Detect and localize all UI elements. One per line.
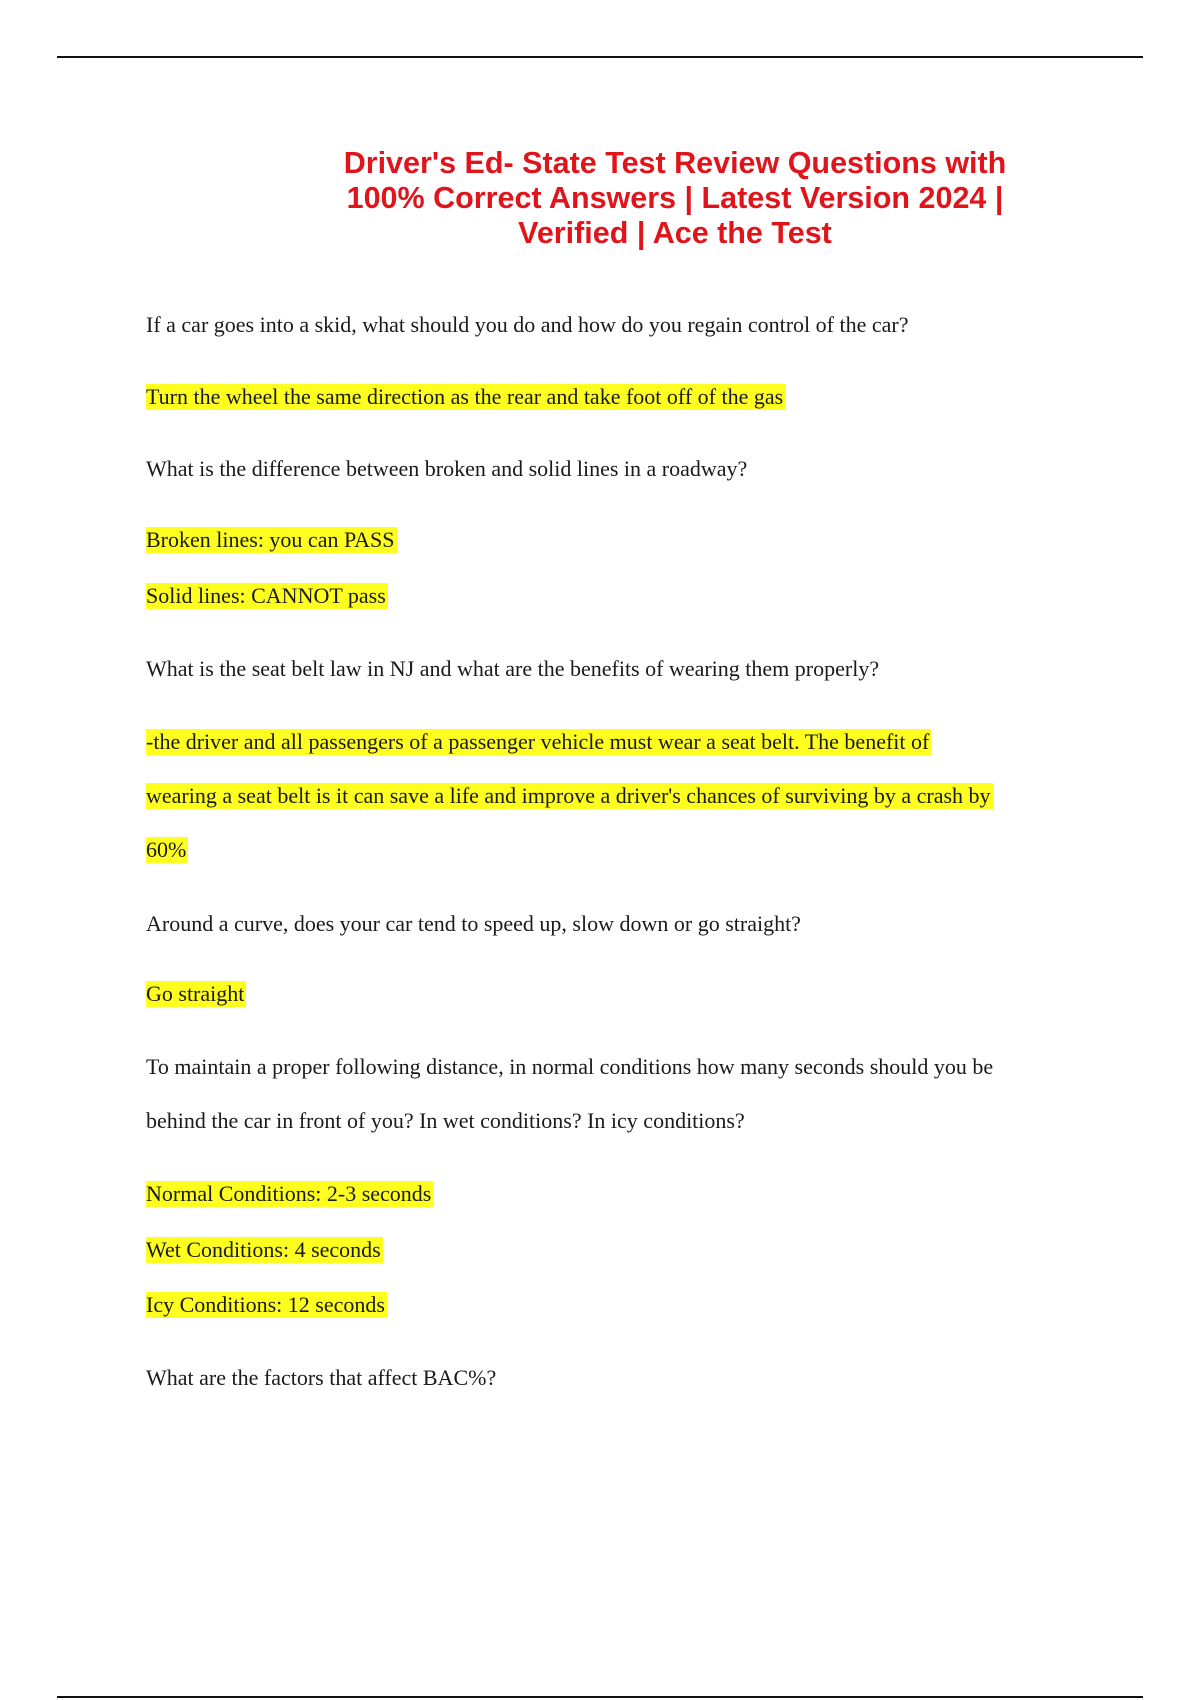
question-text: To maintain a proper following distance, in normal conditions how many seconds should you be	[146, 1054, 994, 1079]
answer-text: Wet Conditions: 4 seconds	[146, 1237, 381, 1262]
answer-text: Icy Conditions: 12 seconds	[146, 1292, 385, 1317]
answer-text: 60%	[146, 837, 187, 862]
document-title	[260, 146, 1090, 251]
header-rule	[57, 56, 1143, 58]
title-line: Verified | Ace the Test	[518, 216, 832, 250]
question-text: What is the seat belt law in NJ and what are the benefits of wearing them properly?	[146, 656, 880, 681]
question-text: What is the difference between broken and solid lines in a roadway?	[146, 456, 748, 481]
answer-text: -the driver and all passengers of a passenger vehicle must wear a seat belt. The benefit of	[146, 729, 930, 754]
question-text: What are the factors that affect BAC%?	[146, 1365, 497, 1390]
answer-text: Solid lines: CANNOT pass	[146, 583, 386, 608]
title-line: Driver's Ed- State Test Review Questions with	[343, 146, 1007, 180]
question-text: Around a curve, does your car tend to speed up, slow down or go straight?	[146, 911, 801, 936]
question-text: If a car goes into a skid, what should you do and how do you regain control of the car?	[146, 312, 909, 337]
answer-text: Broken lines: you can PASS	[146, 527, 395, 552]
question-text: behind the car in front of you? In wet conditions? In icy conditions?	[146, 1108, 745, 1133]
title-line: 100% Correct Answers | Latest Version 2024 |	[346, 181, 1004, 215]
answer-text: wearing a seat belt is it can save a life and improve a driver's chances of surviving by a crash by	[146, 783, 991, 808]
answer-text: Turn the wheel the same direction as the rear and take foot off of the gas	[146, 384, 784, 409]
answer-text: Go straight	[146, 981, 245, 1006]
answer-text: Normal Conditions: 2-3 seconds	[146, 1181, 432, 1206]
footer-rule	[57, 1696, 1143, 1698]
